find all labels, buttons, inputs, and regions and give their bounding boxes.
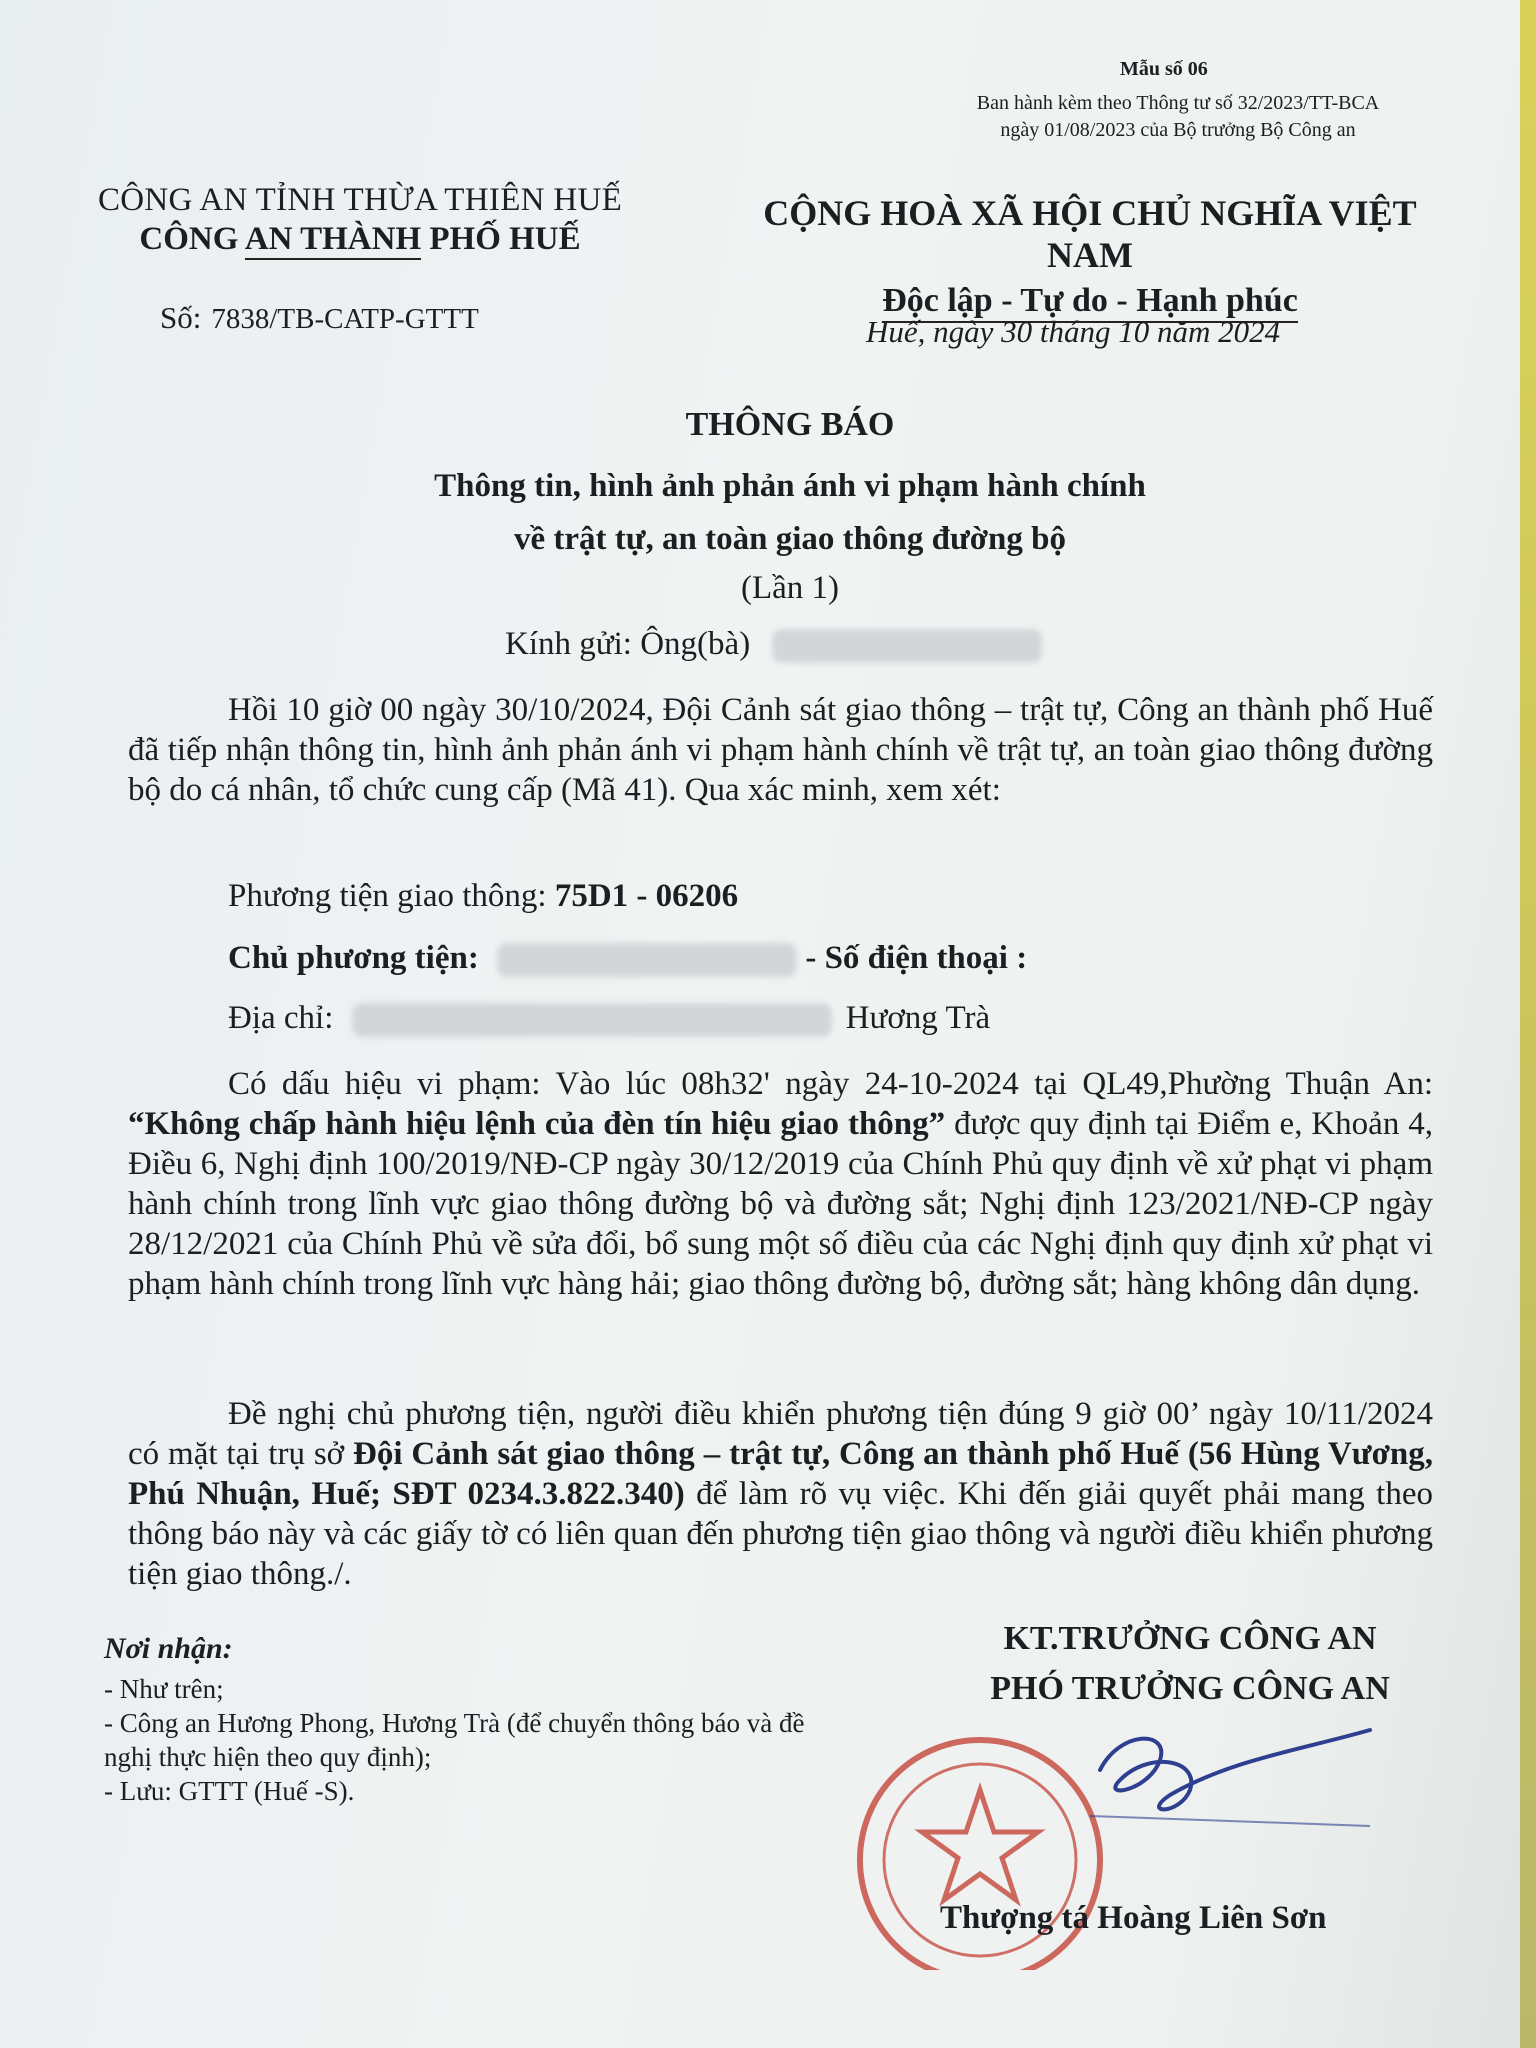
owner-label: Chủ phương tiện:	[228, 940, 479, 976]
document-title: THÔNG BÁO	[685, 406, 895, 443]
document-number	[160, 300, 479, 336]
signature-block	[920, 1614, 1460, 1714]
signer-name: Thượng tá Hoàng Liên Sơn	[940, 1900, 1327, 1936]
violation-legal-basis: được quy định tại Điểm e, Khoản 4, Điều 6, Nghị định 100/2019/NĐ-CP ngày 30/12/2019 của Chính Phủ quy định về xử phạt vi phạm hành chính trong lĩnh vực giao thông đường bộ và đường sắt; Nghị định 123/2021/NĐ-CP ngày 28/12/2021 của Chính Phủ về sửa đổi, bổ sung một số điều của các Nghị định quy định xử phạt vi phạm hành chính trong lĩnh vực hàng hải; giao thông đường bộ, đường sắt; hàng không dân dụng.	[128, 1106, 1433, 1302]
recipient-item: - Như trên;	[104, 1674, 224, 1704]
signer-authority: KT.TRƯỞNG CÔNG AN	[1003, 1620, 1377, 1657]
redacted-address	[352, 1003, 832, 1037]
agency-name-part-b: AN THÀNH	[245, 221, 421, 260]
issuing-agency	[60, 182, 660, 258]
paragraph-summons	[128, 1394, 1433, 1594]
place-and-date: Huế, ngày 30 tháng 10 năm 2024	[866, 314, 1281, 349]
background-edge	[1520, 0, 1536, 2048]
paragraph-violation	[128, 1064, 1433, 1304]
motto-text: Độc lập - Tự do - Hạnh phúc	[882, 282, 1298, 323]
owner-field	[228, 940, 1027, 977]
vehicle-field	[228, 878, 738, 915]
summons-office: Đội Cảnh sát giao thông – trật tự, Công an thành phố Huế (56 Hùng Vương, Phú Nhuận, Huế; SĐT 0234.3.822.340)	[128, 1436, 1433, 1512]
paragraph-receipt: Hồi 10 giờ 00 ngày 30/10/2024, Đội Cảnh sát giao thông – trật tự, Công an thành phố Huế đã tiếp nhận thông tin, hình ảnh phản ánh vi phạm hành chính về trật tự, an toàn giao thông đường bộ do cá nhân, tổ chức cung cấp (Mã 41). Qua xác minh, xem xét:	[128, 692, 1433, 808]
form-reference	[928, 90, 1428, 144]
violation-intro: Có dấu hiệu vi phạm: Vào lúc 08h32' ngày 24-10-2024 tại QL49,Phường Thuận An:	[228, 1066, 1433, 1102]
handwritten-signature	[1080, 1720, 1380, 1840]
form-reference-line2: ngày 01/08/2023 của Bộ trưởng Bộ Công an	[1000, 119, 1356, 141]
agency-name-part-a: CÔNG	[139, 221, 245, 257]
redacted-recipient-name	[772, 629, 1042, 663]
agency-name	[60, 221, 660, 258]
recipients-list	[104, 1632, 824, 1808]
summons-instructions: để làm rõ vụ việc. Khi đến giải quyết phải mang theo thông báo này và các giấy tờ có liên quan đến phương tiện giao thông và người điều khiển phương tiện giao thông./.	[128, 1476, 1433, 1592]
recipient-item: - Lưu: GTTT (Huế -S).	[104, 1776, 355, 1806]
document-subtitle	[0, 460, 1536, 566]
subtitle-line1: Thông tin, hình ảnh phản ánh vi phạm hành chính	[434, 468, 1146, 504]
recipients-heading: Nơi nhận:	[104, 1632, 233, 1665]
redacted-owner-name	[497, 943, 797, 977]
violation-description: “Không chấp hành hiệu lệnh của đèn tín hiệu giao thông”	[128, 1106, 946, 1142]
national-heading	[720, 192, 1460, 320]
address-label: Địa chỉ:	[228, 1000, 334, 1036]
salutation-label: Kính gửi: Ông(bà)	[505, 626, 751, 662]
salutation	[505, 626, 1042, 663]
agency-parent: CÔNG AN TỈNH THỪA THIÊN HUẾ	[97, 182, 623, 218]
form-reference-line1: Ban hành kèm theo Thông tư số 32/2023/TT-BCA	[976, 92, 1380, 114]
phone-label: - Số điện thoại :	[797, 940, 1028, 976]
summons-intro: Đề nghị chủ phương tiện, người điều khiển phương tiện đúng 9 giờ 00’ ngày 10/11/2024 có mặt tại trụ sở	[128, 1396, 1433, 1472]
signer-position: PHÓ TRƯỞNG CÔNG AN	[990, 1670, 1390, 1707]
document-number-label: Số:	[160, 300, 202, 335]
vehicle-plate: 75D1 - 06206	[554, 878, 739, 914]
address-field	[228, 1000, 990, 1037]
subtitle-line2: về trật tự, an toàn giao thông đường bộ	[513, 521, 1066, 557]
document-number-value: 7838/TB-CATP-GTTT	[211, 303, 479, 335]
form-number: Mẫu số 06	[1120, 58, 1208, 80]
recipient-item: - Công an Hương Phong, Hương Trà (để chuyển thông báo và đề nghị thực hiện theo quy định);	[104, 1708, 805, 1772]
notice-attempt: (Lần 1)	[740, 570, 840, 606]
agency-name-part-c: PHỐ HUẾ	[421, 221, 581, 257]
address-tail: Hương Trà	[845, 1000, 991, 1036]
vehicle-label: Phương tiện giao thông:	[228, 878, 555, 914]
nation-name: CỘNG HOÀ XÃ HỘI CHỦ NGHĨA VIỆT NAM	[763, 193, 1417, 275]
